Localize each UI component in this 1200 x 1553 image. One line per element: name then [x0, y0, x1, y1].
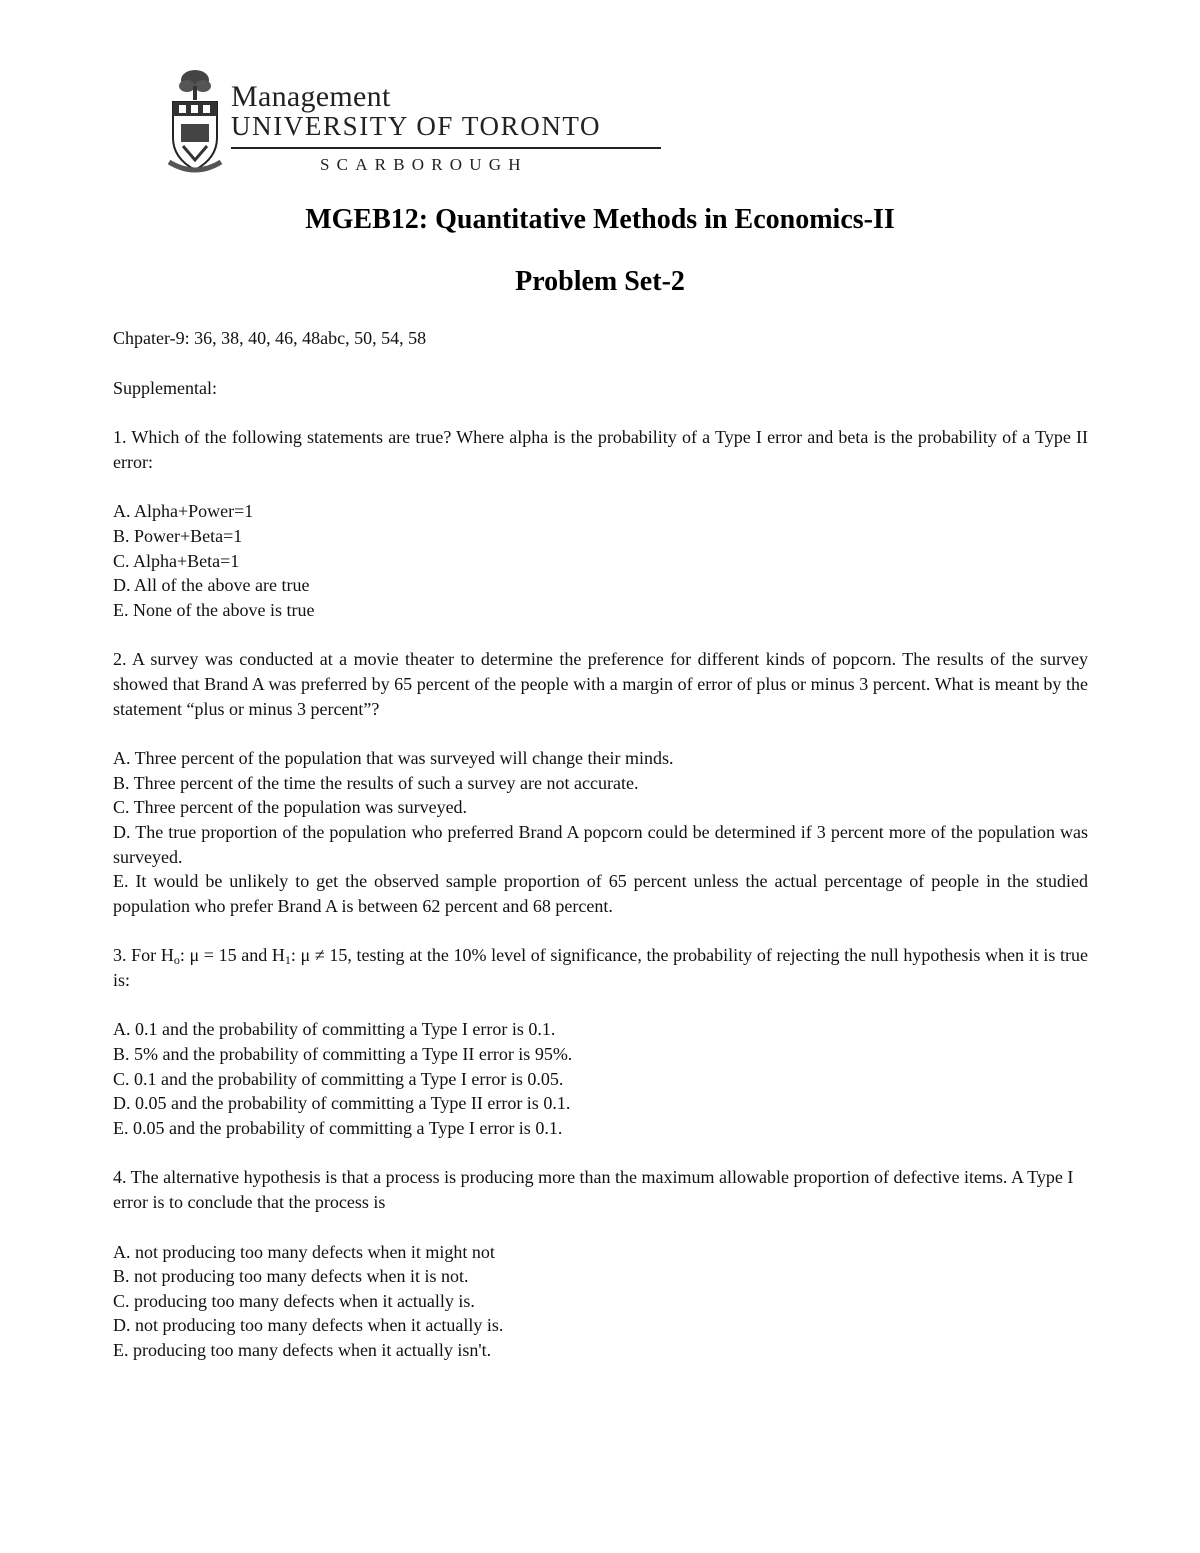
question-2: 2. A survey was conducted at a movie theater to determine the preference for different kinds of popcorn. The results of the survey showed that Brand A was preferred by 65 percent of the people with a margin of error of plus or minus 3 percent. What is meant by the statement “plus or minus 3 percent”? — [113, 649, 1088, 719]
question-3-suffix: : μ ≠ 15, testing at the 10% level of significance, the probability of rejecting the null hypothesis when it is true is: — [113, 945, 1088, 990]
option: D. 0.05 and the probability of committing a Type II error is 0.1. — [113, 1093, 571, 1114]
option: B. Power+Beta=1 — [113, 525, 243, 546]
supplemental-heading: Supplemental: — [113, 377, 217, 398]
logo-campus-text: SCARBOROUGH — [320, 155, 528, 174]
option: B. not producing too many defects when it is not. — [113, 1266, 469, 1287]
question-3-prefix: 3. For H — [113, 945, 174, 966]
option: A. 0.1 and the probability of committing a Type I error is 0.1. — [113, 1019, 556, 1040]
question-3-mid: : μ = 15 and H — [179, 945, 285, 966]
question-3 — [113, 943, 1088, 992]
logo-divider — [231, 147, 661, 149]
chapter-line: Chpater-9: 36, 38, 40, 46, 48abc, 50, 54, 58 — [113, 328, 427, 348]
option: D. The true proportion of the population who preferred Brand A popcorn could be determined if 3 percent more of the population was surveyed. — [113, 821, 1088, 867]
h1-subscript: 1 — [284, 953, 291, 968]
option: E. None of the above is true — [113, 599, 315, 620]
option: E. producing too many defects when it actually isn't. — [113, 1340, 492, 1360]
crest-icon — [165, 66, 225, 176]
question-1-options — [113, 499, 1088, 622]
logo-management-text: Management — [231, 80, 391, 113]
question-4: 4. The alternative hypothesis is that a process is producing more than the maximum allowable proportion of defective items. A Type I error is to conclude that the process is — [113, 1167, 1074, 1213]
university-logo — [165, 66, 685, 186]
option: C. 0.1 and the probability of committing a Type I error is 0.05. — [113, 1068, 564, 1089]
option: A. not producing too many defects when it might not — [113, 1241, 495, 1262]
option: C. Three percent of the population was surveyed. — [113, 797, 468, 818]
problem-set-title: Problem Set-2 — [515, 266, 685, 297]
option: E. It would be unlikely to get the observed sample proportion of 65 percent unless the actual percentage of people in the studied population who prefer Brand A is between 62 percent and 68 percent. — [113, 871, 1088, 916]
question-4-options — [113, 1240, 1088, 1363]
option: A. Three percent of the population that was surveyed will change their minds. — [113, 748, 674, 769]
question-1: 1. Which of the following statements are true? Where alpha is the probability of a Type I error and beta is the probability of a Type II error: — [113, 427, 1088, 472]
option: A. Alpha+Power=1 — [113, 501, 254, 522]
document-body — [113, 326, 1088, 1388]
option: C. producing too many defects when it actually is. — [113, 1290, 475, 1311]
h0-subscript: o — [173, 953, 180, 968]
question-3-options — [113, 1017, 1088, 1140]
option: B. Three percent of the time the results of such a survey are not accurate. — [113, 772, 639, 793]
option: C. Alpha+Beta=1 — [113, 550, 240, 571]
option: E. 0.05 and the probability of committing a Type I error is 0.1. — [113, 1117, 563, 1138]
course-title: MGEB12: Quantitative Methods in Economics-II — [305, 204, 895, 235]
question-2-options — [113, 746, 1088, 918]
option: D. All of the above are true — [113, 575, 310, 596]
option: B. 5% and the probability of committing a Type II error is 95%. — [113, 1044, 573, 1065]
option: D. not producing too many defects when it actually is. — [113, 1315, 504, 1336]
logo-university-text: UNIVERSITY OF TORONTO — [231, 111, 602, 141]
